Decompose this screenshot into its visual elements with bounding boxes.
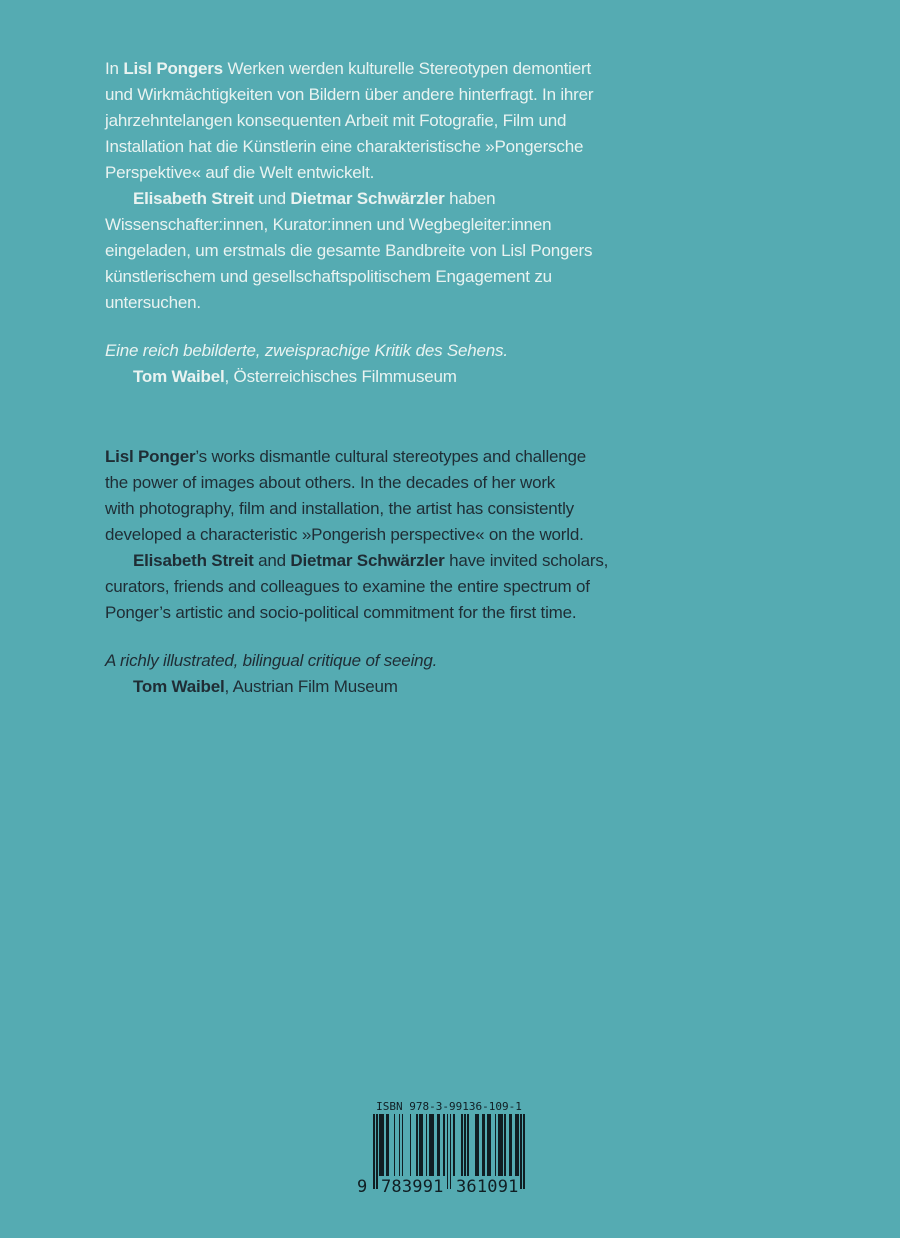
barcode-bar bbox=[402, 1114, 404, 1176]
text-line: und Wirkmächtigkeiten von Bildern über andere hinterfragt. In ihrer bbox=[105, 85, 594, 104]
barcode-bar bbox=[467, 1114, 469, 1176]
barcode-bar bbox=[477, 1114, 479, 1176]
ean-lead-digit: 9 bbox=[357, 1177, 368, 1197]
barcode-bar bbox=[461, 1114, 463, 1176]
barcode-bar bbox=[504, 1114, 506, 1176]
barcode-bar bbox=[483, 1114, 485, 1176]
german-paragraph-1 bbox=[105, 56, 665, 186]
text-line: jahrzehntelangen konsequenten Arbeit mit Fotografie, Film und bbox=[105, 111, 567, 130]
barcode-bar bbox=[520, 1114, 522, 1189]
text-line: Ponger’s artistic and socio-political commitment for the first time. bbox=[105, 603, 577, 622]
barcode-bar bbox=[373, 1114, 375, 1189]
barcode-bar bbox=[523, 1114, 525, 1189]
text-line: Lisl Ponger’s works dismantle cultural stereotypes and challenge bbox=[105, 447, 587, 466]
english-paragraph-1 bbox=[105, 444, 665, 548]
barcode-bar bbox=[517, 1114, 519, 1176]
isbn-barcode bbox=[353, 1100, 553, 1200]
german-paragraph-2 bbox=[105, 186, 665, 316]
text-line: with photography, film and installation, the artist has consistently bbox=[105, 499, 574, 518]
barcode-bar bbox=[416, 1114, 418, 1176]
english-review-quote: A richly illustrated, bilingual critique of seeing. bbox=[105, 651, 438, 670]
text-line: Perspektive« auf die Welt entwickelt. bbox=[105, 163, 375, 182]
english-review-attribution bbox=[105, 674, 665, 700]
barcode-bar bbox=[447, 1114, 449, 1189]
english-paragraph-2 bbox=[105, 548, 665, 626]
blurb-text bbox=[105, 56, 665, 700]
barcode-bar bbox=[501, 1114, 503, 1176]
reviewer-name: Tom Waibel bbox=[133, 677, 225, 696]
barcode-bar bbox=[453, 1114, 455, 1176]
german-review-quote: Eine reich bebilderte, zweisprachige Kritik des Sehens. bbox=[105, 341, 508, 360]
barcode-bar bbox=[490, 1114, 492, 1176]
text-line: developed a characteristic »Pongerish perspective« on the world. bbox=[105, 525, 584, 544]
barcode-bar bbox=[399, 1114, 401, 1176]
barcode-bar bbox=[450, 1114, 452, 1189]
text-line: künstlerischem und gesellschaftspolitischem Engagement zu bbox=[105, 267, 552, 286]
barcode-bar bbox=[443, 1114, 445, 1176]
text-line: Elisabeth Streit and Dietmar Schwärzler have invited scholars, bbox=[133, 551, 609, 570]
reviewer-name: Tom Waibel bbox=[133, 367, 225, 386]
barcode-bar bbox=[394, 1114, 396, 1176]
english-section bbox=[105, 444, 665, 700]
barcode-bar bbox=[421, 1114, 423, 1176]
text-line: Wissenschafter:innen, Kurator:innen und Wegbegleiter:innen bbox=[105, 215, 552, 234]
barcode-bar bbox=[376, 1114, 378, 1189]
barcode-bar bbox=[432, 1114, 434, 1176]
text-line: Installation hat die Künstlerin eine charakteristische »Pongersche bbox=[105, 137, 584, 156]
isbn-label: ISBN 978-3-99136-109-1 bbox=[376, 1100, 522, 1113]
ean-digit-group-right: 361091 bbox=[456, 1177, 519, 1197]
german-section bbox=[105, 56, 665, 390]
text-line: curators, friends and colleagues to examine the entire spectrum of bbox=[105, 577, 590, 596]
text-line: Elisabeth Streit und Dietmar Schwärzler haben bbox=[133, 189, 496, 208]
ean-digit-group-left: 783991 bbox=[381, 1177, 444, 1197]
reviewer-affiliation: , Österreichisches Filmmuseum bbox=[224, 367, 457, 386]
barcode-bar bbox=[387, 1114, 389, 1176]
barcode-bar bbox=[426, 1114, 428, 1176]
text-line: untersuchen. bbox=[105, 293, 201, 312]
text-line: the power of images about others. In the decades of her work bbox=[105, 473, 556, 492]
barcode-bar bbox=[495, 1114, 497, 1176]
barcode-bar bbox=[439, 1114, 441, 1176]
barcode-bar bbox=[383, 1114, 385, 1176]
text-line: eingeladen, um erstmals die gesamte Bandbreite von Lisl Pongers bbox=[105, 241, 593, 260]
barcode-bar bbox=[410, 1114, 412, 1176]
german-review-attribution bbox=[105, 364, 665, 390]
text-line: In Lisl Pongers Werken werden kulturelle Stereotypen demontiert bbox=[105, 59, 591, 78]
barcode-bar bbox=[464, 1114, 466, 1176]
barcode-bar bbox=[511, 1114, 513, 1176]
reviewer-affiliation: , Austrian Film Museum bbox=[224, 677, 398, 696]
